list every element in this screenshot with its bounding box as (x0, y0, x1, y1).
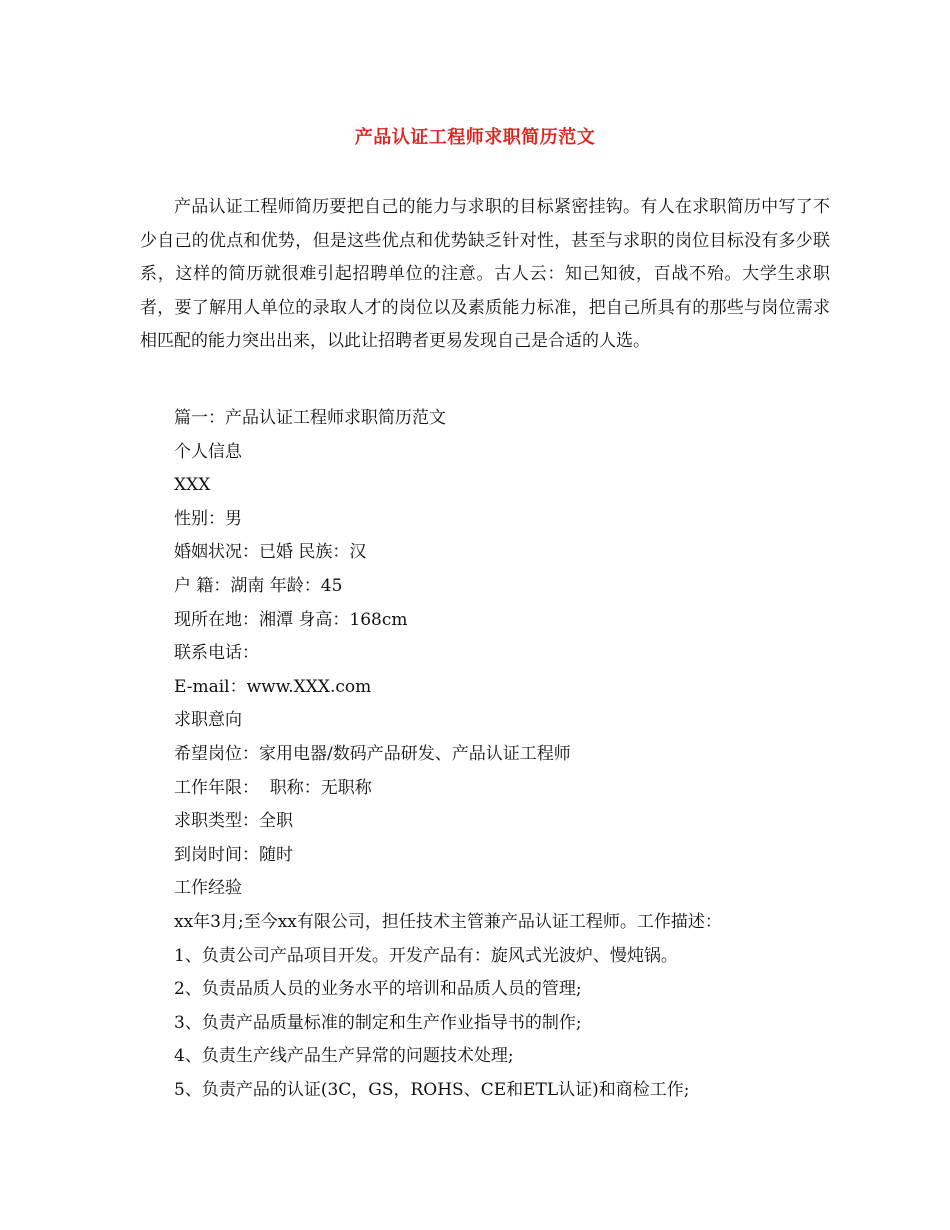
duty-item-5: 5、负责产品的认证(3C，GS，ROHS、CE和ETL认证)和商检工作; (174, 1079, 690, 1100)
job-type-line: 求职类型：全职 (174, 811, 293, 832)
work-experience-entry: xx年3月;至今xx有限公司，担任技术主管兼产品认证工程师。工作描述： (174, 911, 722, 932)
section-heading-job-intent: 求职意向 (174, 710, 242, 731)
section-heading-sample-one: 篇一：产品认证工程师求职简历范文 (174, 408, 446, 428)
duty-item-4: 4、负责生产线产品生产异常的问题技术处理; (174, 1046, 514, 1067)
resume-lines (174, 402, 834, 1107)
marital-ethnicity-line: 婚姻状况：已婚 民族：汉 (174, 542, 367, 563)
duty-item-3: 3、负责产品质量标准的制定和生产作业指导书的制作; (174, 1012, 582, 1033)
candidate-name: XXX (174, 475, 211, 496)
desired-position-line: 希望岗位：家用电器/数码产品研发、产品认证工程师 (174, 743, 571, 764)
availability-line: 到岗时间：随时 (174, 844, 293, 865)
email-line: E-mail：www.XXX.com (174, 676, 372, 697)
phone-line: 联系电话： (174, 643, 259, 664)
duty-item-1: 1、负责公司产品项目开发。开发产品有：旋风式光波炉、慢炖锅。 (174, 945, 678, 966)
intro-paragraph: 产品认证工程师简历要把自己的能力与求职的目标紧密挂钩。有人在求职简历中写了不少自己的优点和优势，但是这些优点和优势缺乏针对性，甚至与求职的岗位目标没有多少联系，这样的简历就很难引起招聘单位的注意。古人云：知己知彼，百战不殆。大学生求职者，要了解用人单位的录取人才的岗位以及素质能力标准，把自己所具有的那些与岗位需求相匹配的能力突出出来，以此让招聘者更易发现自己是合适的人选。 (140, 197, 830, 352)
location-height-line: 现所在地：湘潭 身高：168cm (174, 609, 408, 630)
section-heading-personal-info: 个人信息 (174, 441, 242, 462)
hometown-age-line: 户 籍：湖南 年龄：45 (174, 575, 343, 596)
document-title: 产品认证工程师求职简历范文 (354, 127, 596, 148)
gender-line: 性别：男 (174, 508, 242, 529)
duty-item-2: 2、负责品质人员的业务水平的培训和品质人员的管理; (174, 979, 582, 1000)
section-heading-work-experience: 工作经验 (174, 878, 242, 899)
experience-title-line: 工作年限： 职称：无职称 (174, 777, 372, 798)
